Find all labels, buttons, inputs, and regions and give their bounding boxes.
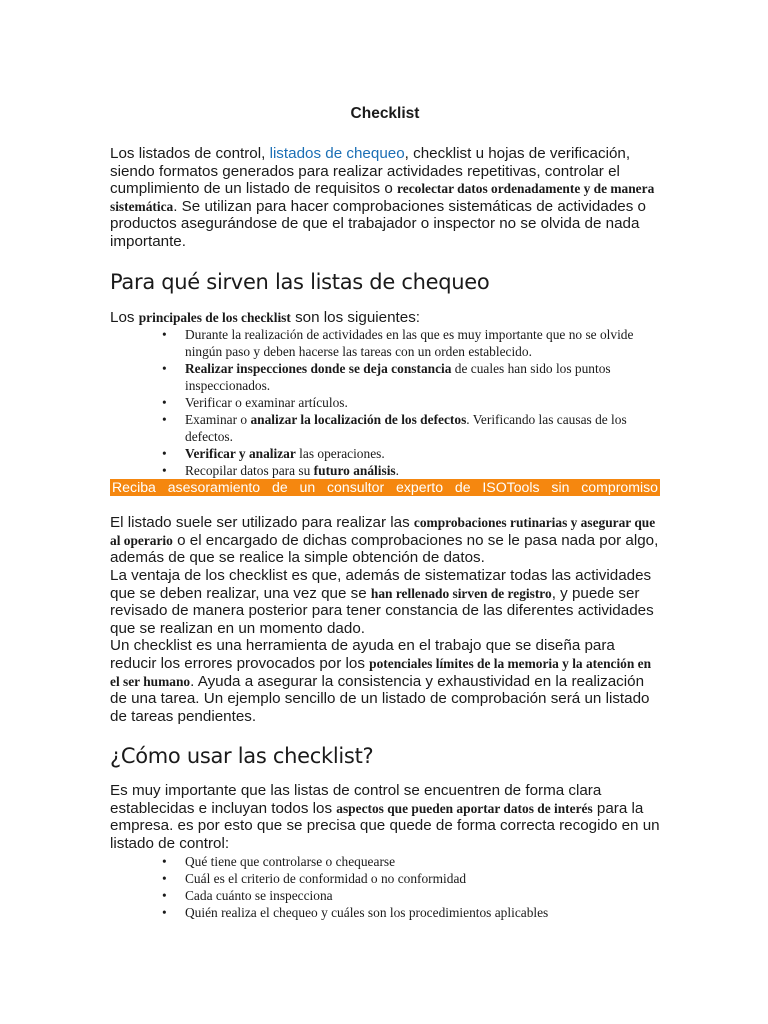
lead-text-2: son los siguientes: [290,308,421,326]
list-item: • Realizar inspecciones donde se deja constancia de cuales han sido los puntos inspeccionados. [185,360,660,394]
body-bold-3: potenciales límites de la memoria y la atención en el ser humano [110,655,652,689]
intro-bold-1: recolectar datos ordenadamente y de manera sistemática [110,181,655,214]
body-paragraph-3: Un checklist es una herramienta de ayuda en el trabajo que se diseña para reducir los errores provocados por los potenciales límites de la memoria y la atención en el ser humano. Ayuda a asegurar la consistencia y exhaustividad en la realización de una tarea. Un ejemplo sencillo de un listado de comprobación será un listado de tareas pendientes. [110,637,652,725]
list-item: • Cada cuánto se inspecciona [185,887,660,904]
section-heading-como-usar: ¿Cómo usar las checklist? [110,744,374,769]
body-paragraph-1: El listado suele ser utilizado para realizar las comprobaciones rutinarias y asegurar que al operario o el encargado de dichas comprobaciones no se le pasa nada por algo, además de que se realice la simple obtención de datos. [110,514,659,567]
how-to-list [110,853,660,921]
page-title: Checklist [350,105,420,122]
intro-paragraph [110,145,660,251]
list-item: • Qué tiene que controlarse o chequearse [185,853,660,870]
list-item: • Verificar y analizar las operaciones. [185,445,660,462]
spacer [110,496,660,514]
list-item: • Cuál es el criterio de conformidad o no conformidad [185,870,660,887]
body-paragraph-2: La ventaja de los checklist es que, además de sistematizar todas las actividades que se deben realizar, una vez que se han rellenado sirven de registro, y puede ser revisado de manera posterior para tener constancia de las diferentes actividades que se realizan en un momento dado. [110,566,654,637]
section2-bold: aspectos que pueden aportar datos de interés [336,800,593,816]
consultant-banner-link[interactable]: Reciba asesoramiento de un consultor experto de ISOTools sin compromiso [112,479,658,496]
intro-text-3: . Se utilizan para hacer comprobaciones sistemáticas de actividades o productos asegurándose de que el trabajador o inspector no se olvida de nada importante. [110,197,646,250]
section-heading-para-que: Para qué sirven las listas de chequeo [110,269,490,294]
list-item: • Recopilar datos para su futuro análisis. [185,462,660,479]
list-item: • Durante la realización de actividades en las que es muy importante que no se olvide ningún paso y deben hacerse las tareas con un orden establecido. [185,326,660,360]
body-bold-2: han rellenado sirven de registro [370,585,552,601]
intro-text-2: , checklist u hojas de verificación, siendo formatos generados para realizar actividades repetitivas, controlar el cumplimiento de un listado de requisitos o [110,145,631,198]
body-bold-1: comprobaciones rutinarias y asegurar que al operario [110,515,656,548]
lead-text-1: Los [110,308,139,326]
document-page [110,104,660,921]
list-item: • Quién realiza el chequeo y cuáles son los procedimientos aplicables [185,904,660,921]
list-item: • Examinar o analizar la localización de los defectos. Verificando las causas de los defectos. [185,411,660,445]
intro-text-1: Los listados de control, [110,145,266,162]
section1-lead [110,309,660,327]
listados-de-chequeo-link[interactable]: listados de chequeo [265,145,405,162]
lead-bold: principales de los checklist [138,309,291,325]
section2-paragraph: Es muy importante que las listas de control se encuentren de forma clara establecidas e incluyan todos los aspectos que pueden aportar datos de interés para la empresa. es por esto que se precisa que quede de forma correcta recogido en un listado de control: [110,782,660,853]
list-item: • Verificar o examinar artículos. [185,394,660,411]
uses-list [110,326,660,479]
